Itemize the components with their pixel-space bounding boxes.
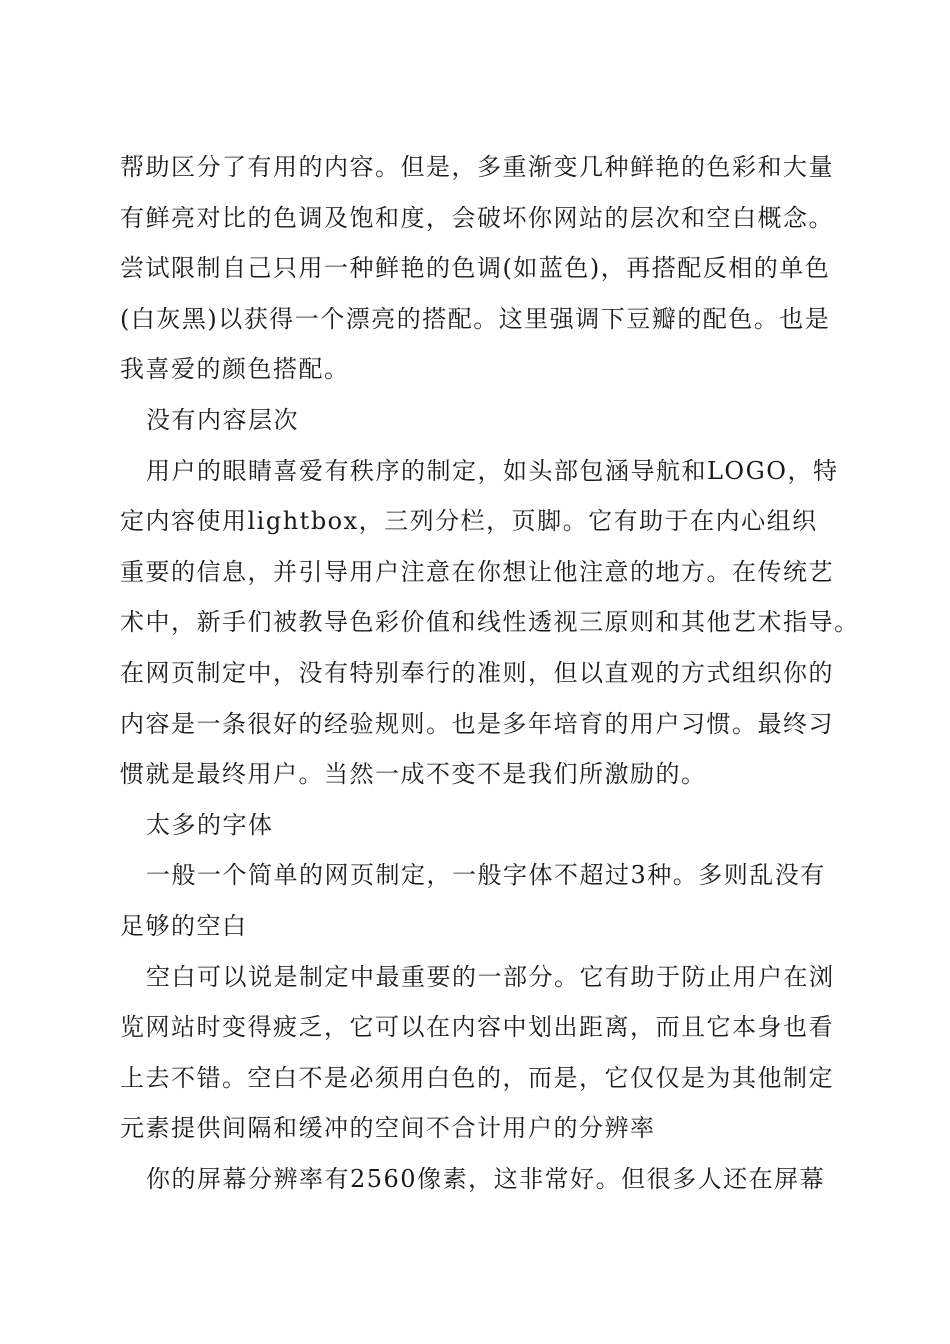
- paragraph-line: 览网站时变得疲乏，它可以在内容中划出距离，而且它本身也看: [120, 1013, 834, 1042]
- paragraph-line: 定内容使用lightbox，三列分栏，页脚。它有助于在内心组织: [120, 507, 818, 536]
- document-body: [120, 146, 860, 1208]
- paragraph-line: 上去不错。空白不是必须用白色的，而是，它仅仅是为其他制定: [120, 1063, 834, 1092]
- paragraph-line: 惯就是最终用户。当然一成不变不是我们所激励的。: [120, 760, 707, 789]
- paragraph-line: 元素提供间隔和缓冲的空间不合计用户的分辨率: [120, 1114, 656, 1143]
- paragraph-line: 在网页制定中，没有特别奉行的准则，但以直观的方式组织你的: [120, 658, 834, 687]
- section-heading: 没有内容层次: [146, 405, 299, 434]
- paragraph-line: 重要的信息，并引导用户注意在你想让他注意的地方。在传统艺: [120, 557, 834, 586]
- paragraph-line: 术中，新手们被教导色彩价值和线性透视三原则和其他艺术指导。: [120, 608, 860, 637]
- paragraph-line: 用户的眼睛喜爱有秩序的制定，如头部包涵导航和LOGO，特: [146, 456, 839, 485]
- section-heading: 太多的字体: [146, 810, 274, 839]
- paragraph-line: 尝试限制自己只用一种鲜艳的色调(如蓝色)，再搭配反相的单色: [120, 254, 831, 283]
- paragraph-line: 你的屏幕分辨率有2560像素，这非常好。但很多人还在屏幕: [146, 1164, 826, 1193]
- paragraph-line: 内容是一条很好的经验规则。也是多年培育的用户习惯。最终习: [120, 709, 834, 738]
- paragraph-line: 有鲜亮对比的色调及饱和度，会破坏你网站的层次和空白概念。: [120, 203, 834, 232]
- paragraph-line: 空白可以说是制定中最重要的一部分。它有助于防止用户在浏: [146, 962, 835, 991]
- section-heading: 足够的空白: [120, 911, 248, 940]
- paragraph-line: 一般一个简单的网页制定，一般字体不超过3种。多则乱没有: [146, 861, 826, 890]
- paragraph-line: 帮助区分了有用的内容。但是，多重渐变几种鲜艳的色彩和大量: [120, 153, 834, 181]
- paragraph-line: 我喜爱的颜色搭配。: [120, 355, 350, 384]
- paragraph-line: (白灰黑)以获得一个漂亮的搭配。这里强调下豆瓣的配色。也是: [120, 304, 831, 333]
